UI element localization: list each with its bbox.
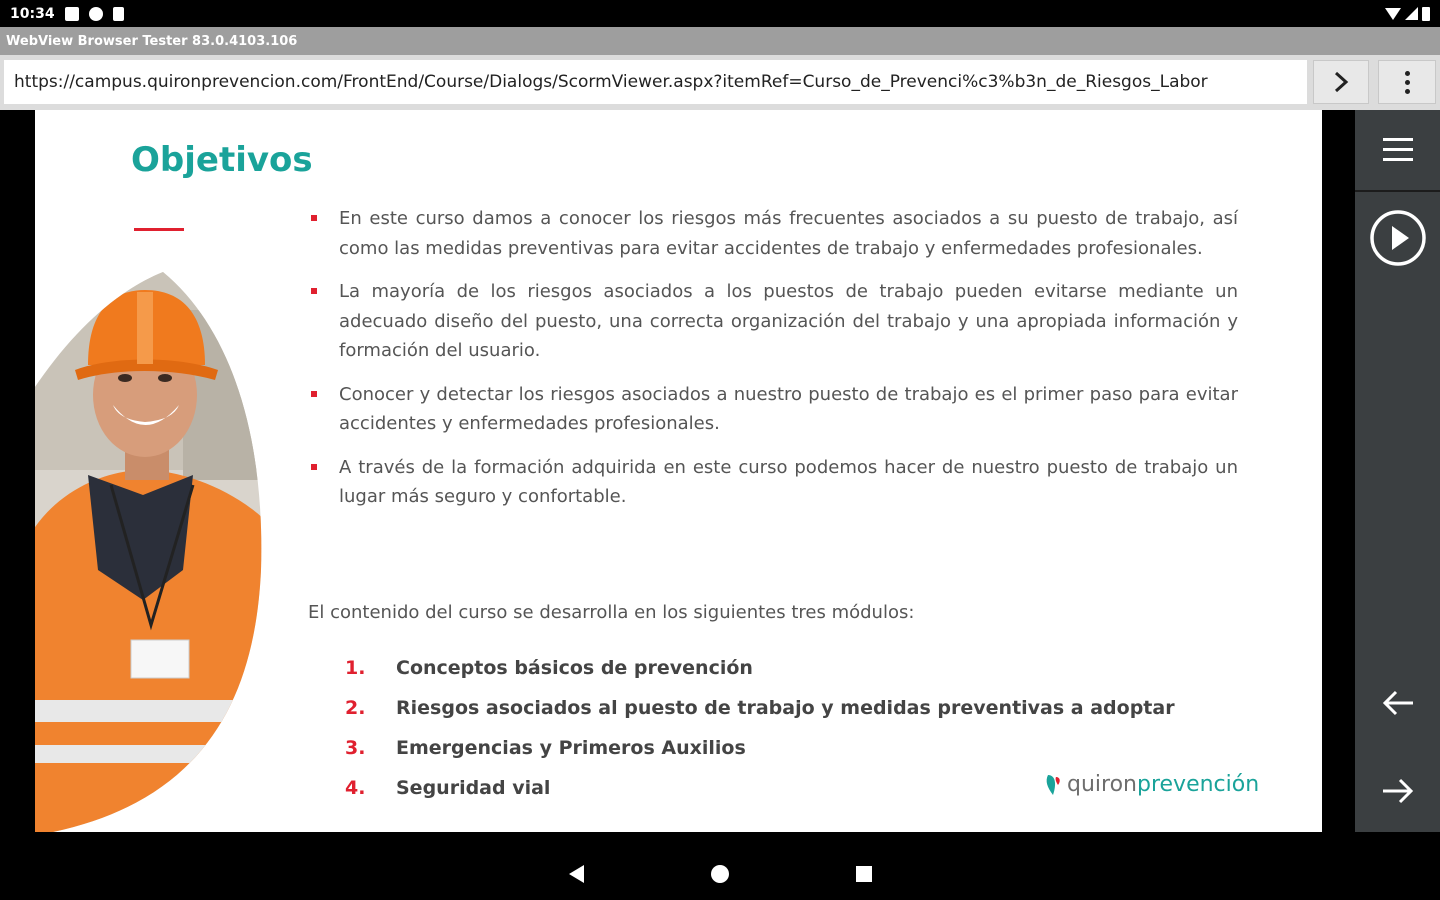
home-icon [710, 864, 730, 884]
sd-card-icon [113, 7, 124, 21]
overflow-menu-button[interactable] [1378, 60, 1436, 104]
module-item [345, 648, 1175, 688]
system-recents-button[interactable] [852, 862, 876, 886]
module-number: 2. [345, 697, 366, 719]
bullet-marker [311, 288, 317, 294]
brand-name-part: quiron [1067, 772, 1137, 797]
module-item [345, 728, 1175, 768]
arrow-left-icon [1382, 690, 1414, 716]
arrow-right-icon [1382, 778, 1414, 804]
course-slide [35, 110, 1322, 832]
battery-icon [1422, 7, 1430, 21]
module-number: 4. [345, 777, 366, 799]
hamburger-menu-icon [1382, 135, 1414, 165]
system-back-button[interactable] [564, 862, 588, 886]
brand-mark-icon [1045, 773, 1061, 797]
app-title: WebView Browser Tester 83.0.4103.106 [6, 33, 298, 49]
module-number: 3. [345, 737, 366, 759]
title-underline [134, 228, 184, 231]
objective-item [303, 380, 1238, 439]
status-bar [0, 0, 1440, 27]
objective-item [303, 277, 1238, 366]
more-vert-icon [1405, 71, 1410, 94]
objective-item [303, 453, 1238, 512]
module-label: Conceptos básicos de prevención [396, 657, 753, 679]
system-home-button[interactable] [708, 862, 732, 886]
previous-slide-button[interactable] [1355, 663, 1440, 743]
back-icon [566, 864, 586, 884]
module-item [345, 688, 1175, 728]
brand-name-part: prevención [1137, 772, 1260, 797]
recents-icon [854, 864, 874, 884]
player-sidebar [1355, 110, 1440, 832]
bullet-marker [311, 464, 317, 470]
module-number: 1. [345, 657, 366, 679]
wifi-icon [1385, 8, 1401, 20]
objective-text: La mayoría de los riesgos asociados a los puestos de trabajo pueden evitarse mediante un adecuado diseño del puesto, una correcta organización del trabajo y una apropiada información y formación del usuario. [339, 281, 1238, 361]
play-circle-icon [1369, 209, 1427, 267]
status-time: 10:34 [10, 5, 55, 22]
url-input[interactable] [4, 60, 1307, 104]
go-button[interactable] [1313, 60, 1369, 104]
content-area [0, 110, 1440, 848]
next-slide-button[interactable] [1355, 750, 1440, 832]
objective-text: A través de la formación adquirida en este curso podemos hacer de nuestro puesto de trabajo un lugar más seguro y confortable. [339, 456, 1238, 507]
url-bar [0, 55, 1440, 110]
app-icon [89, 7, 103, 21]
objectives-list [303, 204, 1238, 526]
system-nav-bar [0, 848, 1440, 900]
module-label: Emergencias y Primeros Auxilios [396, 737, 746, 759]
objective-text: Conocer y detectar los riesgos asociados a nuestro puesto de trabajo es el primer paso para evitar accidentes y enfermedades profesionales. [339, 383, 1238, 434]
notification-icon [65, 7, 79, 21]
objective-item [303, 204, 1238, 263]
module-label: Seguridad vial [396, 777, 551, 799]
signal-icon [1405, 7, 1418, 20]
slide-title: Objetivos [131, 140, 313, 180]
modules-intro: El contenido del curso se desarrolla en los siguientes tres módulos: [308, 602, 915, 623]
brand-logo [1045, 772, 1259, 797]
play-button[interactable] [1355, 194, 1440, 282]
app-title-bar [0, 27, 1440, 55]
objective-text: En este curso damos a conocer los riesgos más frecuentes asociados a su puesto de trabajo, así como las medidas preventivas para evitar accidentes de trabajo y enfermedades profesionales. [339, 208, 1238, 259]
module-label: Riesgos asociados al puesto de trabajo y medidas preventivas a adoptar [396, 697, 1175, 719]
worker-photo [35, 270, 265, 832]
bullet-marker [311, 215, 317, 221]
course-menu-button[interactable] [1355, 110, 1440, 192]
chevron-right-icon [1331, 71, 1351, 93]
bullet-marker [311, 391, 317, 397]
